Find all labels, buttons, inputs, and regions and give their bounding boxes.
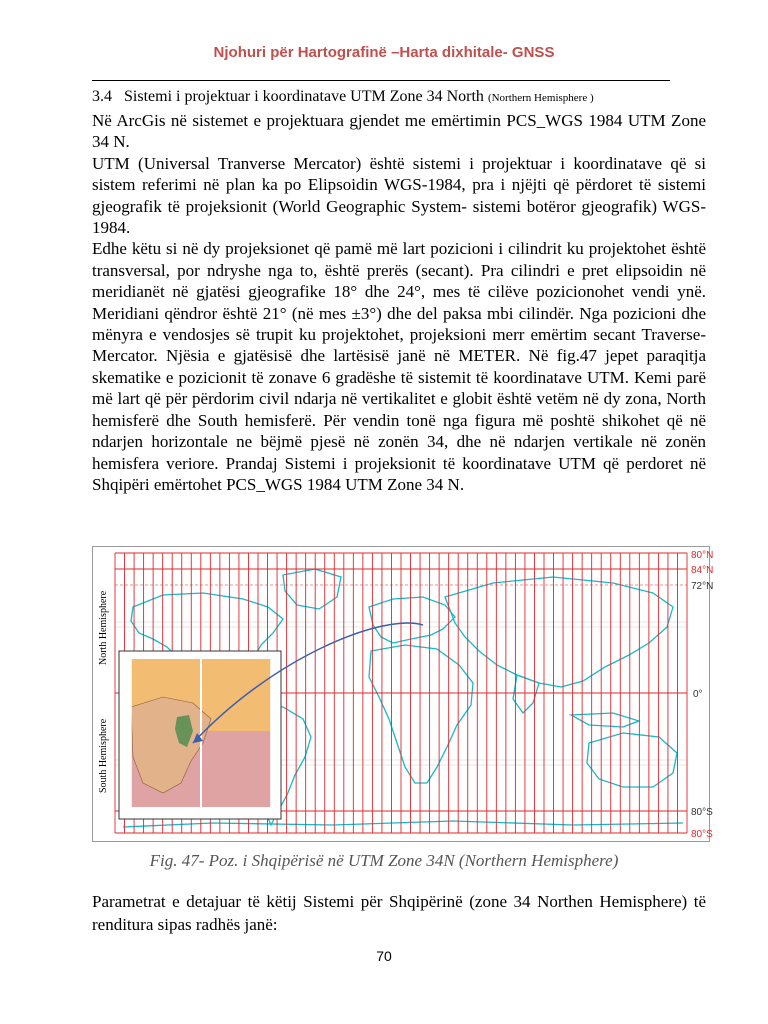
- lat-label-84n: 84°N: [691, 565, 714, 576]
- lat-label-top: 80°N: [691, 550, 714, 561]
- paragraph: UTM (Universal Tranverse Mercator) është sistemi i projektuar i koordinatave që si sistem referimi në plan ka po Elipsoidin WGS-1984, pra i njëjti që përdoret të sistemi gjeografik të projeksionit (World Geographic System- sistemi botëror gjeografik) WGS-1984.: [92, 153, 706, 238]
- south-hemisphere-label: South Hemisphere: [98, 718, 109, 793]
- header-rule: [92, 80, 670, 81]
- figure-caption: Fig. 47- Poz. i Shqipërisë në UTM Zone 34N (Northern Hemisphere): [149, 851, 619, 870]
- paragraph: Edhe këtu si në dy projeksionet që pamë më lart pozicioni i cilindrit ku projektohet është transversal, por ndryshe nga to, është prerës (secant). Pra cilindri e pret elipsoidin në meridianët në gjatësi gjeografike 18° dhe 24°, mes të cilëve pozicionohet vendi ynë. Meridiani qëndror është 21° (në mes ±3°) dhe del paksa mbi cilindër. Nga pozicioni dhe mënyra e vendosjes së trupit ku projektohet, projeksioni merr emërtim secant Traverse-Mercator. Njësia e gjatësisë dhe lartësisë janë në METER. Në fig.47 jepet paraqitja skematike e pozicionit të zonave 6 gradëshe të sistemit të koordinatave UTM. Kemi parë më lart që për përdorim civil ndarja në vertikalitet e globit është vetëm në dy zona, North hemisferë dhe South hemisferë. Për vendin tonë nga figura më poshtë shikohet që në ndarjen horizontale ne bëjmë pjesë në zonën 34, dhe në ndarjen vertikale në zonën hemisfera veriore. Prandaj Sistemi i projeksionit të koordinatave UTM që perdoret në Shqipëri emërtohet PCS_WGS 1984 UTM Zone 34 N.: [92, 239, 706, 494]
- lat-label-72n: 72°N: [691, 581, 714, 592]
- north-hemisphere-label: North Hemisphere: [98, 590, 109, 665]
- paragraph: Në ArcGis në sistemet e projektuara gjendet me emërtimin PCS_WGS 1984 UTM Zone 34 N.: [92, 111, 706, 152]
- body-text: [92, 110, 706, 495]
- page-number: 70: [376, 948, 392, 964]
- lat-label-equator: 0°: [693, 689, 703, 700]
- lat-label-80s-bottom: 80°S: [691, 829, 713, 840]
- closing-paragraph: Parametrat e detajuar të këtij Sistemi për Shqipërinë (zone 34 Northen Hemisphere) të renditura sipas radhës janë:: [92, 892, 706, 934]
- utm-zone-map: [93, 547, 714, 841]
- section-title: Sistemi i projektuar i koordinatave UTM Zone 34 North: [124, 88, 484, 105]
- lat-label-80s: 80°S: [691, 807, 713, 818]
- running-header: Njohuri për Hartografinë –Harta dixhitale- GNSS: [213, 44, 555, 61]
- section-number: 3.4: [92, 88, 112, 105]
- utm-zone-map-figure: [92, 546, 714, 842]
- section-subtitle: (Northern Hemisphere ): [487, 92, 594, 104]
- section-heading: [92, 88, 712, 106]
